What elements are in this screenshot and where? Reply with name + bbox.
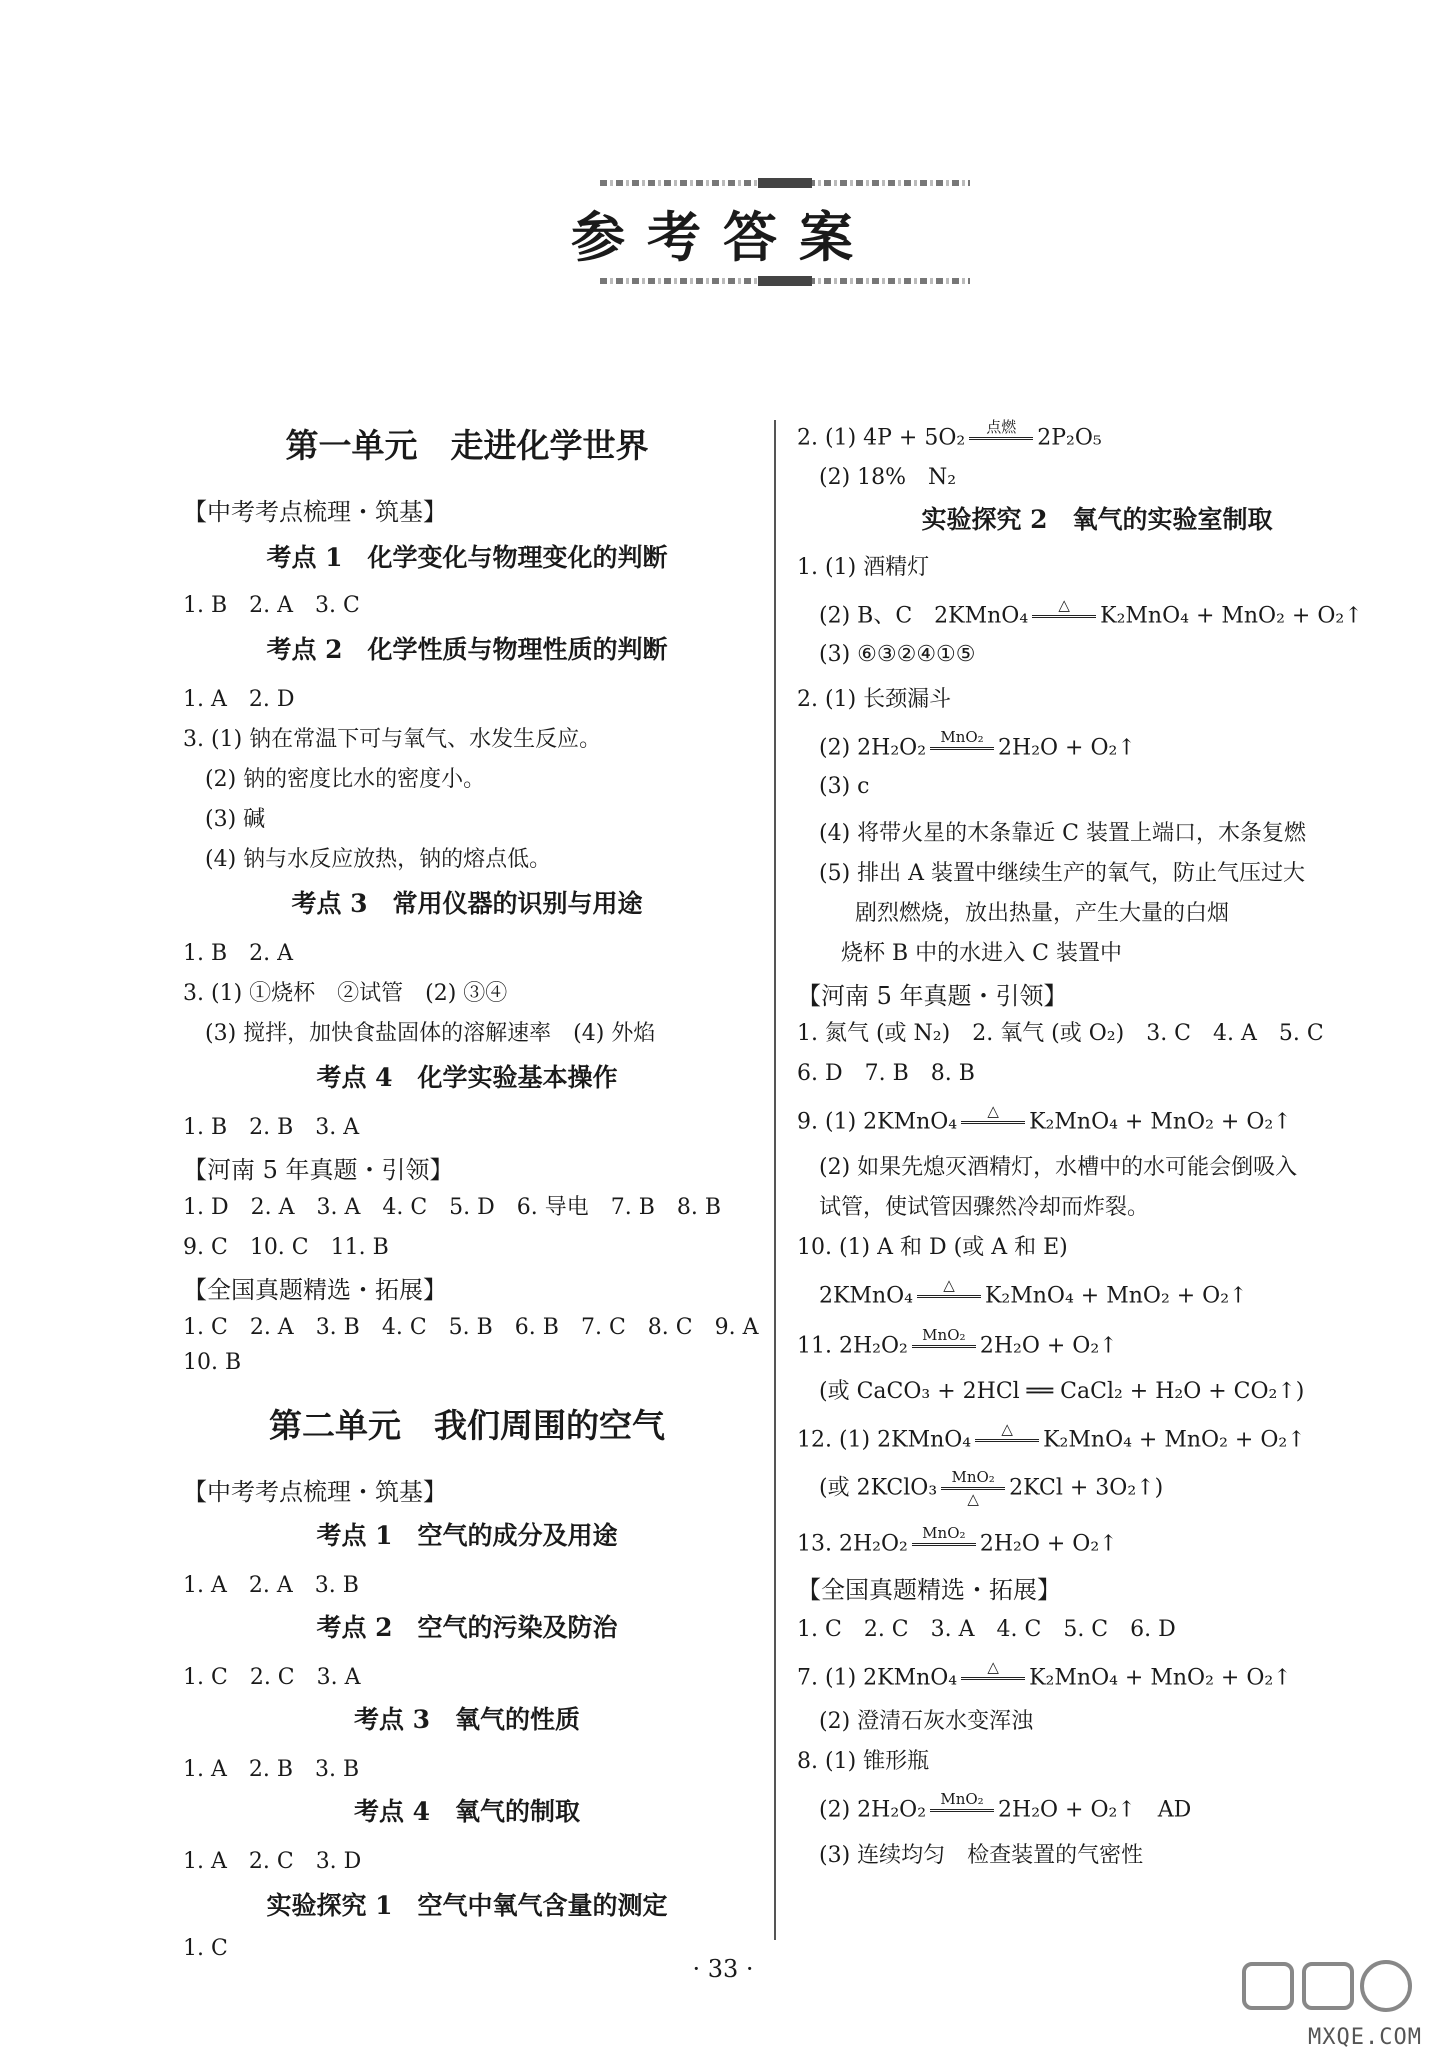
answer-line: 1. B 2. A xyxy=(183,941,294,966)
equation-line xyxy=(797,1422,1397,1459)
topic-heading: 实验探究 2 氧气的实验室制取 xyxy=(921,505,1273,534)
reaction-arrow xyxy=(969,420,1033,457)
topic-heading: 实验探究 1 空气中氧气含量的测定 xyxy=(266,1891,668,1920)
answer-line: (或 CaCO₃ + 2HCl ══ CaCl₂ + H₂O + CO₂↑) xyxy=(819,1379,1305,1404)
answer-line: (4) 将带火星的木条靠近 C 装置上端口，木条复燃 xyxy=(819,821,1306,846)
equation-line xyxy=(797,1526,1397,1563)
answer-line: 10. (1) A 和 D (或 A 和 E) xyxy=(797,1235,1068,1260)
section-label: 【全国真题精选・拓展】 xyxy=(797,1576,1061,1604)
answer-line: 1. (1) 酒精灯 xyxy=(797,555,930,580)
answer-line: 试管，使试管因骤然冷却而炸裂。 xyxy=(819,1195,1150,1220)
unit-heading: 第二单元 我们周围的空气 xyxy=(269,1406,665,1445)
reaction-condition-below xyxy=(917,1300,981,1315)
topic-heading: 考点 4 化学实验基本操作 xyxy=(316,1063,618,1092)
reaction-condition: △ xyxy=(1001,1420,1013,1438)
answer-line: 1. A 2. D xyxy=(183,687,295,712)
answer-line: (2) 如果先熄灭酒精灯，水槽中的水可能会倒吸入 xyxy=(819,1155,1298,1180)
title-ornament-center-top xyxy=(758,178,812,188)
reaction-condition: △ xyxy=(1058,596,1070,614)
unit-heading: 第一单元 走进化学世界 xyxy=(285,426,649,465)
reaction-condition-below xyxy=(1032,620,1096,635)
answer-line: 1. A 2. C 3. D xyxy=(183,1849,362,1874)
equation-line xyxy=(797,1792,1397,1829)
reaction-arrow xyxy=(912,1328,976,1365)
page-title: 参考答案 xyxy=(571,205,875,269)
answer-line: 1. A 2. B 3. B xyxy=(183,1757,360,1782)
reaction-arrow xyxy=(941,1470,1005,1507)
equation-reactants: 2. (1) 4P + 5O₂ xyxy=(797,425,966,451)
title-ornament-center-bottom xyxy=(758,276,812,286)
answer-line: 1. D 2. A 3. A 4. C 5. D 6. 导电 7. B 8. B xyxy=(183,1195,722,1220)
answer-line: 1. C 2. C 3. A 4. C 5. C 6. D xyxy=(797,1617,1176,1642)
answer-line: (2) 18% N₂ xyxy=(819,465,957,490)
topic-heading: 考点 3 氧气的性质 xyxy=(353,1705,581,1734)
equation-products: 2H₂O + O₂↑ xyxy=(979,1333,1118,1359)
reaction-arrow xyxy=(961,1660,1025,1697)
answer-line: 剧烈燃烧，放出热量，产生大量的白烟 xyxy=(855,901,1230,926)
equation-reactants: (2) 2H₂O₂ xyxy=(819,735,927,761)
equation-reactants: 2KMnO₄ xyxy=(819,1283,913,1309)
answer-line: (4) 钠与水反应放热，钠的熔点低。 xyxy=(205,847,552,872)
answer-line: 烧杯 B 中的水进入 C 装置中 xyxy=(841,941,1122,966)
answer-line: 1. C 2. A 3. B 4. C 5. B 6. B 7. C 8. C 9. A xyxy=(183,1315,759,1340)
reaction-condition: MnO₂ xyxy=(940,728,984,746)
equation-products: K₂MnO₄ + MnO₂ + O₂↑ xyxy=(1029,1109,1292,1135)
answer-line: 1. B 2. A 3. C xyxy=(183,593,360,618)
equation-products: K₂MnO₄ + MnO₂ + O₂↑ xyxy=(1043,1427,1306,1453)
answer-line: 1. A 2. A 3. B xyxy=(183,1573,359,1598)
reaction-condition: MnO₂ xyxy=(940,1790,984,1808)
reaction-condition-below: △ xyxy=(967,1490,979,1508)
watermark-logo xyxy=(1234,1956,1424,2036)
equation-products: 2KCl + 3O₂↑) xyxy=(1009,1475,1164,1501)
reaction-condition-below xyxy=(969,442,1033,457)
answer-line: (2) 澄清石灰水变浑浊 xyxy=(819,1709,1034,1734)
answer-line: 2. (1) 长颈漏斗 xyxy=(797,687,952,712)
equation-line xyxy=(797,598,1397,635)
equation-line xyxy=(797,1104,1397,1141)
reaction-arrow xyxy=(1032,598,1096,635)
reaction-condition-below xyxy=(961,1126,1025,1141)
topic-heading: 考点 4 氧气的制取 xyxy=(353,1797,581,1826)
equation-line xyxy=(797,1328,1397,1365)
equation-reactants: 9. (1) 2KMnO₄ xyxy=(797,1109,958,1135)
answer-line: (3) ⑥③②④①⑤ xyxy=(819,642,976,667)
equation-products: K₂MnO₄ + MnO₂ + O₂↑ xyxy=(984,1283,1248,1309)
equation-reactants: (或 2KClO₃ xyxy=(819,1475,938,1501)
section-label: 【中考考点梳理・筑基】 xyxy=(183,498,447,526)
reaction-arrow xyxy=(912,1526,976,1563)
reaction-condition: MnO₂ xyxy=(922,1326,966,1344)
reaction-arrow xyxy=(975,1422,1039,1459)
reaction-arrow xyxy=(930,1792,994,1829)
equation-reactants: (2) B、C 2KMnO₄ xyxy=(819,603,1029,629)
section-label: 【河南 5 年真题・引领】 xyxy=(183,1156,454,1184)
equation-products: 2H₂O + O₂↑ xyxy=(998,735,1136,761)
equation-products: K₂MnO₄ + MnO₂ + O₂↑ xyxy=(1100,603,1363,629)
equation-reactants: 11. 2H₂O₂ xyxy=(797,1333,908,1359)
topic-heading: 考点 3 常用仪器的识别与用途 xyxy=(291,889,643,918)
equation-line xyxy=(797,420,1397,457)
equation-line xyxy=(797,1470,1397,1507)
reaction-condition: 点燃 xyxy=(986,418,1017,436)
reaction-arrow xyxy=(917,1278,981,1315)
answer-line: (5) 排出 A 装置中继续生产的氧气，防止气压过大 xyxy=(819,861,1306,886)
reaction-condition: MnO₂ xyxy=(922,1524,966,1542)
column-divider xyxy=(774,420,776,1940)
answer-line: 1. C 2. C 3. A xyxy=(183,1665,361,1690)
topic-heading: 考点 2 化学性质与物理性质的判断 xyxy=(266,635,668,664)
equation-reactants: 13. 2H₂O₂ xyxy=(797,1531,908,1557)
equation-products: 2H₂O + O₂↑ AD xyxy=(998,1797,1192,1823)
answer-line: 10. B xyxy=(183,1350,242,1375)
topic-heading: 考点 1 化学变化与物理变化的判断 xyxy=(266,543,668,572)
answer-line: (3) c xyxy=(819,774,870,799)
equation-products: 2P₂O₅ xyxy=(1037,425,1102,451)
reaction-condition-below xyxy=(912,1350,976,1365)
equation-line xyxy=(797,730,1397,767)
answer-line: (2) 钠的密度比水的密度小。 xyxy=(205,767,486,792)
equation-products: K₂MnO₄ + MnO₂ + O₂↑ xyxy=(1029,1665,1292,1691)
reaction-condition: △ xyxy=(987,1102,999,1120)
equation-reactants: 12. (1) 2KMnO₄ xyxy=(797,1427,972,1453)
equation-line xyxy=(797,1660,1397,1697)
answer-line: 8. (1) 锥形瓶 xyxy=(797,1749,930,1774)
equation-products: 2H₂O + O₂↑ xyxy=(979,1531,1118,1557)
equation-reactants: 7. (1) 2KMnO₄ xyxy=(797,1665,958,1691)
answer-line: 6. D 7. B 8. B xyxy=(797,1061,975,1086)
answer-line: 1. C xyxy=(183,1936,228,1961)
answer-line: 1. 氮气 (或 N₂) 2. 氧气 (或 O₂) 3. C 4. A 5. C xyxy=(797,1021,1324,1046)
reaction-condition-below xyxy=(912,1548,976,1563)
topic-heading: 考点 2 空气的污染及防治 xyxy=(316,1613,618,1642)
section-label: 【全国真题精选・拓展】 xyxy=(183,1276,447,1304)
answer-line: (3) 碱 xyxy=(205,807,266,832)
equation-reactants: (2) 2H₂O₂ xyxy=(819,1797,927,1823)
answer-line: (3) 搅拌，加快食盐固体的溶解速率 (4) 外焰 xyxy=(205,1021,656,1046)
answer-line: 1. B 2. B 3. A xyxy=(183,1115,360,1140)
page-number: · 33 · xyxy=(692,1955,754,1983)
reaction-condition: △ xyxy=(943,1276,955,1294)
reaction-condition: △ xyxy=(987,1658,999,1676)
page-header xyxy=(0,160,1446,310)
equation-line xyxy=(797,1278,1397,1315)
answer-line: (3) 连续均匀 检查装置的气密性 xyxy=(819,1843,1144,1868)
topic-heading: 考点 1 空气的成分及用途 xyxy=(316,1521,618,1550)
reaction-condition-below xyxy=(961,1682,1025,1697)
reaction-arrow xyxy=(930,730,994,767)
answer-line: 3. (1) 钠在常温下可与氧气、水发生反应。 xyxy=(183,727,602,752)
answer-line: 9. C 10. C 11. B xyxy=(183,1235,389,1260)
reaction-arrow xyxy=(961,1104,1025,1141)
reaction-condition: MnO₂ xyxy=(951,1468,995,1486)
section-label: 【河南 5 年真题・引领】 xyxy=(797,982,1068,1010)
reaction-condition-below xyxy=(930,752,994,767)
reaction-condition-below xyxy=(930,1814,994,1829)
answer-line: 3. (1) ①烧杯 ②试管 (2) ③④ xyxy=(183,981,508,1006)
reaction-condition-below xyxy=(975,1444,1039,1459)
watermark-text: MXQE.COM xyxy=(1308,2025,1422,2050)
section-label: 【中考考点梳理・筑基】 xyxy=(183,1478,447,1506)
